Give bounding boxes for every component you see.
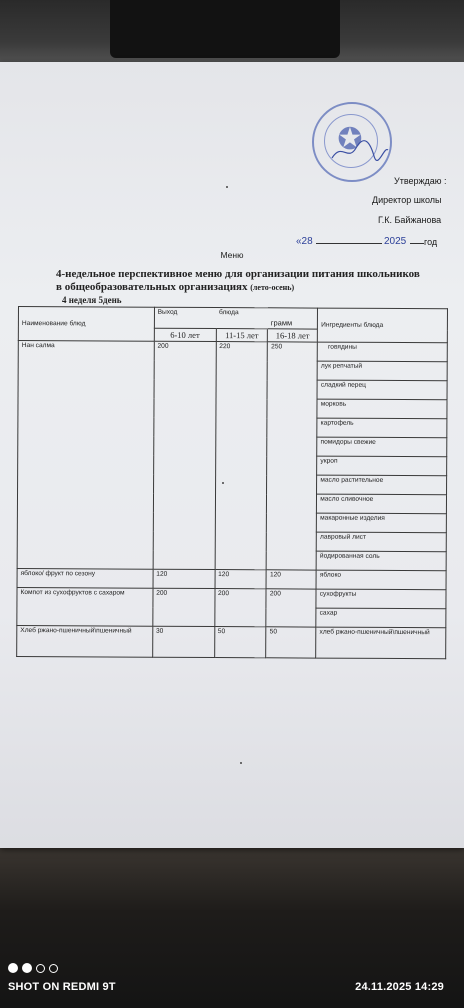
ingredient: сахар: [316, 608, 446, 628]
title-line2: в общеобразовательных организациях: [56, 281, 248, 293]
table-header-row: [18, 307, 447, 330]
dish-grams-16-18: 250: [266, 342, 317, 570]
title-line1: 4-недельное перспективное меню для организации питания школьников: [56, 268, 420, 280]
ingredient: говядины: [317, 342, 447, 362]
table-row: [17, 625, 446, 658]
table-row: [17, 568, 446, 589]
ingredient: укроп: [317, 456, 447, 476]
age-11-15: 11-15 лет: [216, 329, 268, 342]
ingredient: макаронные изделия: [317, 513, 447, 533]
header-dish: Наименование блюд: [18, 307, 154, 342]
ingredient: лавровый лист: [316, 532, 446, 552]
dot-ring-icon: [36, 964, 45, 973]
paper-speck: [240, 762, 242, 764]
ingredient: морковь: [317, 399, 447, 419]
signature-mark: [330, 138, 390, 164]
camera-watermark: [0, 958, 464, 1008]
photo-background-top: [0, 0, 464, 70]
menu-table: [16, 306, 448, 659]
dot-filled-icon: [8, 963, 18, 973]
dish-grams-11-15: 200: [214, 589, 266, 627]
shot-on-label: SHOT ON REDMI 9T: [8, 981, 116, 993]
approval-date-year: 2025: [384, 236, 407, 247]
ingredient: сухофрукты: [316, 589, 446, 609]
photo-datetime: 24.11.2025 14:29: [355, 981, 444, 993]
dish-name: Компот из сухофруктов с сахаром: [17, 587, 153, 626]
dish-grams-6-10: 120: [153, 569, 215, 588]
approval-year-line: [410, 243, 424, 244]
dish-grams-11-15: 50: [214, 627, 266, 658]
ingredient: яблоко: [316, 570, 446, 590]
title-line2-wrap: [56, 281, 446, 294]
approval-date-day: «28: [296, 236, 313, 247]
age-6-10: 6-10 лет: [154, 328, 216, 341]
dish-grams-11-15: 120: [215, 570, 267, 589]
header-output-c: грамм: [268, 308, 318, 329]
dark-object: [110, 0, 340, 58]
dish-name: Хлеб ржано-пшеничный\пшеничный: [17, 625, 153, 657]
dish-grams-6-10: 200: [153, 588, 215, 626]
approval-line1: Утверждаю :: [394, 176, 447, 186]
ingredient: йодированная соль: [316, 551, 446, 571]
table-row: [17, 587, 446, 608]
approval-date-line: [316, 243, 382, 244]
approval-line3: Г.К. Байжанова: [378, 215, 442, 225]
dish-grams-11-15: 220: [215, 342, 268, 570]
age-16-18: 16-18 лет: [268, 329, 318, 342]
ingredient: масло сливочное: [317, 494, 447, 514]
ingredient: сладкий перец: [317, 380, 447, 400]
document-heading: Меню: [220, 250, 244, 260]
ingredient: лук репчатый: [317, 361, 447, 381]
dot-filled-icon: [22, 963, 32, 973]
approval-date-suffix: год: [424, 237, 438, 247]
dot-ring-icon: [49, 964, 58, 973]
ingredient: хлеб ржано-пшеничный\пшеничный: [316, 627, 446, 659]
header-output-a: Выход: [154, 307, 216, 328]
dish-grams-16-18: 120: [266, 570, 316, 589]
ingredient: масло растительное: [317, 475, 447, 495]
paper-speck: [222, 482, 224, 484]
table-row: [18, 341, 447, 362]
stamp-emblem-icon: ✪: [337, 123, 363, 156]
paper-speck: [226, 186, 228, 188]
title-season: (лето-осень): [250, 283, 295, 292]
ingredient: картофель: [317, 418, 447, 438]
document-title: [56, 268, 446, 294]
dish-name: Нан салма: [17, 341, 154, 570]
ingredient: помидоры свежие: [317, 437, 447, 457]
dish-grams-16-18: 50: [266, 627, 316, 658]
header-ingredients: Ингредиенты блюда: [318, 308, 448, 343]
dish-grams-16-18: 200: [266, 589, 316, 627]
dish-grams-6-10: 30: [152, 626, 214, 657]
dish-grams-6-10: 200: [153, 341, 216, 569]
approval-line2: Директор школы: [372, 195, 442, 205]
watermark-dots: [8, 962, 62, 974]
dish-name: яблоко/ фрукт по сезону: [17, 568, 153, 588]
header-output-b: блюда: [216, 308, 268, 329]
week-day-label: 4 неделя 5день: [62, 295, 122, 305]
